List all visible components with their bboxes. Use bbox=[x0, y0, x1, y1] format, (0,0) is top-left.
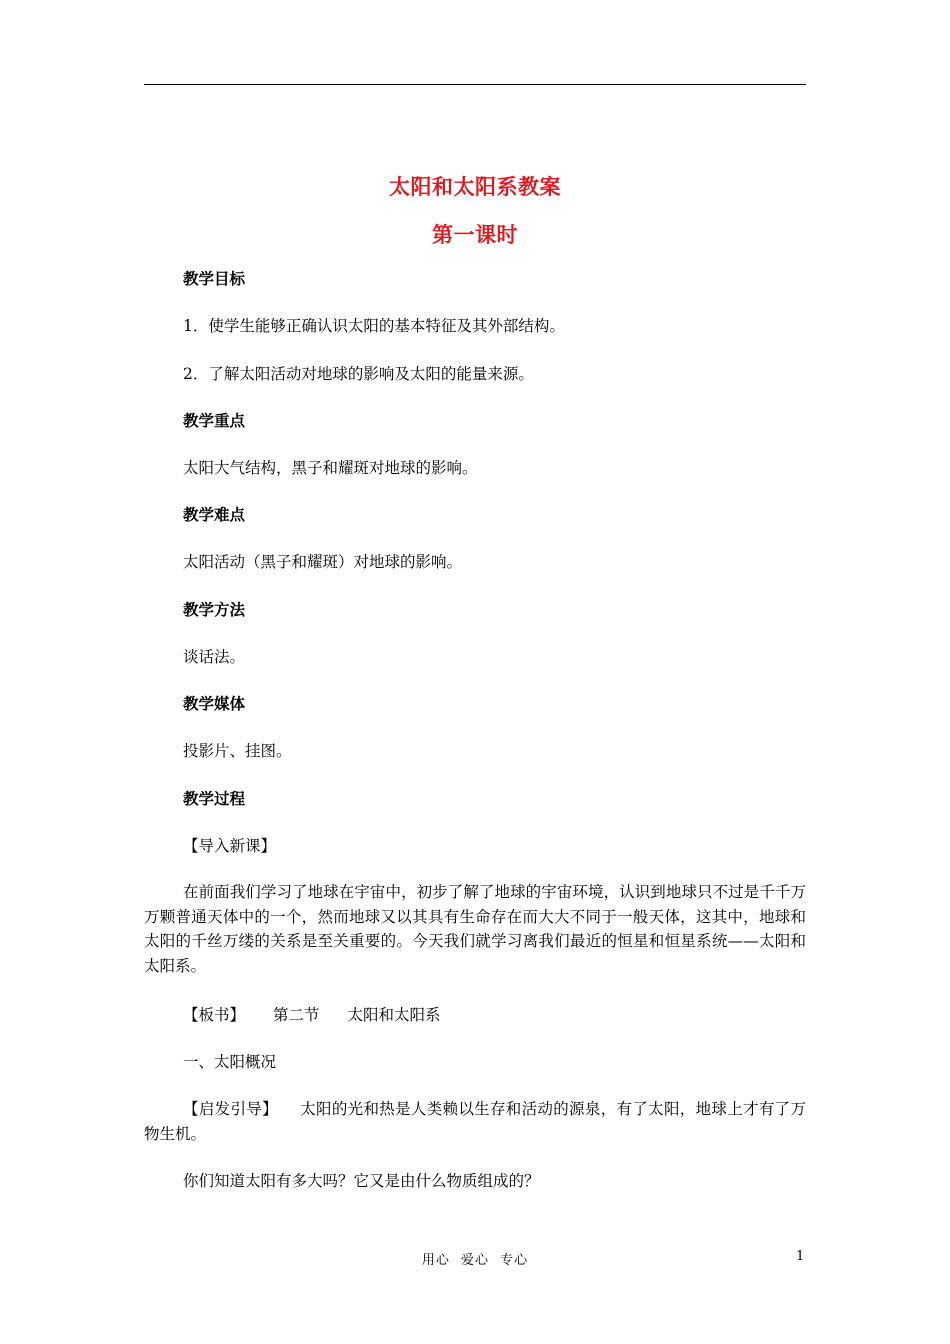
process-heading: 教学过程 bbox=[183, 790, 246, 808]
document-subtitle: 第一课时 bbox=[432, 223, 518, 247]
guide-text: 太阳的光和热是人类赖以生存和活动的源泉，有了太阳，地球上才有了万物生机。 bbox=[144, 1100, 806, 1143]
question-text: 你们知道太阳有多大吗？它又是由什么物质组成的？ bbox=[183, 1172, 540, 1190]
document-title: 太阳和太阳系教案 bbox=[389, 175, 561, 199]
methods-text: 谈话法。 bbox=[183, 648, 246, 666]
sub-heading: 一、太阳概况 bbox=[183, 1053, 277, 1071]
key-points-text: 太阳大气结构，黑子和耀斑对地球的影响。 bbox=[183, 459, 478, 477]
intro-label: 【导入新课】 bbox=[183, 837, 277, 855]
board-section: 第二节 bbox=[273, 1006, 320, 1024]
intro-paragraph: 在前面我们学习了地球在宇宙中，初步了解了地球的宇宙环境，认识到地球只不过是千千万万颗普通天体中的一个，然而地球又以其具有生命存在而大大不同于一般天体，这其中，地球和太阳的千丝万缕的关系是至关重要的。今天我们就学习离我们最近的恒星和恒星系统——太阳和太阳系。 bbox=[144, 883, 806, 975]
guide-paragraph bbox=[144, 1097, 806, 1146]
objectives-heading: 教学目标 bbox=[183, 270, 246, 288]
board-line bbox=[183, 1005, 441, 1025]
methods-heading: 教学方法 bbox=[183, 601, 246, 619]
media-heading: 教学媒体 bbox=[183, 695, 246, 713]
header-rule bbox=[144, 84, 806, 85]
difficulties-text: 太阳活动（黑子和耀斑）对地球的影响。 bbox=[183, 553, 463, 571]
key-points-heading: 教学重点 bbox=[183, 412, 246, 430]
footer-motto: 用心 爱心 专心 bbox=[421, 1253, 529, 1268]
difficulties-heading: 教学难点 bbox=[183, 506, 246, 524]
guide-label: 【启发引导】 bbox=[183, 1100, 278, 1118]
board-topic: 太阳和太阳系 bbox=[347, 1006, 441, 1024]
board-label: 【板书】 bbox=[183, 1006, 246, 1024]
media-text: 投影片、挂图。 bbox=[183, 742, 292, 760]
objective-item-2: 2．了解太阳活动对地球的影响及太阳的能量来源。 bbox=[183, 365, 534, 383]
objective-item-1: 1．使学生能够正确认识太阳的基本特征及其外部结构。 bbox=[183, 317, 565, 335]
page-number: 1 bbox=[796, 1249, 805, 1264]
